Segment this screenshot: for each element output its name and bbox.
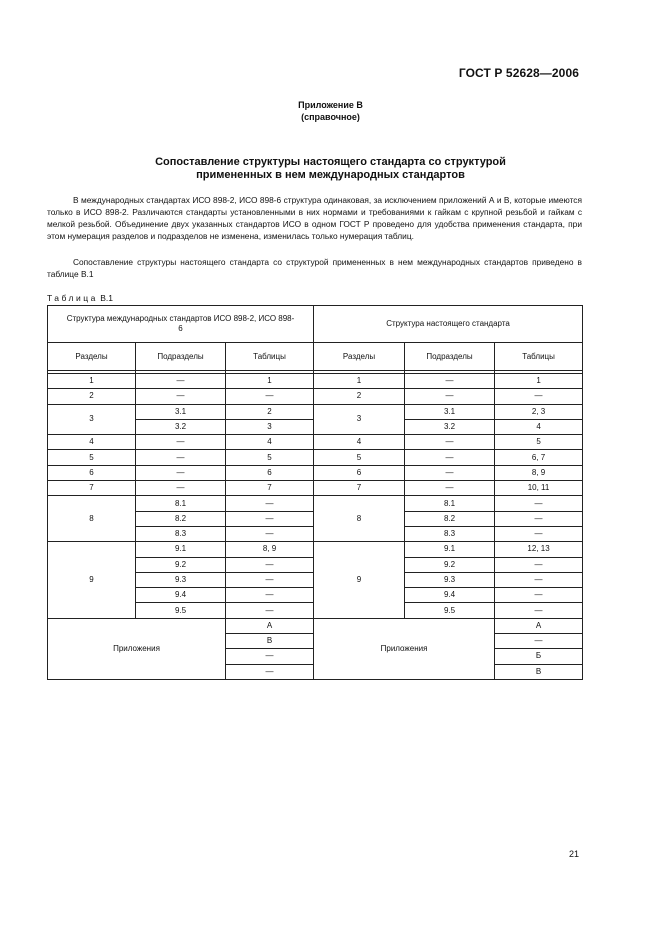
table-cell: 6: [48, 465, 136, 480]
column-header: Разделы: [48, 343, 136, 371]
table-cell: 9.1: [136, 542, 226, 557]
table-cell: —: [226, 649, 314, 664]
table-cell: 2: [48, 389, 136, 404]
table-group-header-iso-text: Структура международных стандартов ИСО 898-2, ИСО 898-6: [66, 314, 295, 333]
table-cell: —: [495, 588, 583, 603]
table-cell: 6: [226, 465, 314, 480]
table-cell: —: [136, 450, 226, 465]
table-cell: 8.2: [136, 511, 226, 526]
table-cell: 9.2: [136, 557, 226, 572]
table-cell: 8.3: [136, 526, 226, 541]
table-cell: —: [405, 481, 495, 496]
table-cell: —: [405, 465, 495, 480]
table-caption: [47, 293, 113, 303]
table-cell: —: [495, 572, 583, 587]
table-column-header-row: [48, 343, 583, 371]
table-cell: 2, 3: [495, 404, 583, 419]
table-group-header-iso: [48, 306, 314, 343]
table-cell: 9: [48, 542, 136, 618]
table-cell: —: [495, 557, 583, 572]
table-cell: 4: [226, 435, 314, 450]
table-cell: 3: [226, 419, 314, 434]
table-cell: 3.1: [405, 404, 495, 419]
table-cell: 9.1: [405, 542, 495, 557]
table-cell: В: [495, 664, 583, 679]
table-cell: —: [226, 664, 314, 679]
table-cell: Б: [495, 649, 583, 664]
table-cell: 9: [314, 542, 405, 618]
table-cell: —: [405, 450, 495, 465]
table-row: [48, 465, 583, 480]
appendix-label-cell: Приложения: [314, 618, 495, 679]
column-header: Подразделы: [405, 343, 495, 371]
table-cell: —: [226, 389, 314, 404]
table-cell: 8.1: [405, 496, 495, 511]
table-cell: В: [226, 634, 314, 649]
table-cell: —: [136, 465, 226, 480]
table-cell: —: [136, 435, 226, 450]
annex-kind: (справочное): [301, 112, 360, 122]
paragraph-2: Сопоставление структуры настоящего стандарта со структурой примененных в нем международных стандартов приведено в таблице В.1: [47, 257, 582, 280]
annex-heading: [0, 99, 661, 123]
table-cell: —: [136, 481, 226, 496]
table-cell: —: [226, 557, 314, 572]
table-cell: 8.3: [405, 526, 495, 541]
table-cell: —: [226, 511, 314, 526]
table-cell: —: [495, 603, 583, 618]
table-cell: 4: [495, 419, 583, 434]
table-cell: А: [226, 618, 314, 633]
column-header: Разделы: [314, 343, 405, 371]
table-cell: 4: [314, 435, 405, 450]
table-cell: —: [226, 572, 314, 587]
section-title: [100, 156, 561, 182]
table-row: [48, 374, 583, 389]
table-cell: 8.1: [136, 496, 226, 511]
column-header: Таблицы: [495, 343, 583, 371]
table-row: [48, 450, 583, 465]
table-cell: 3: [48, 404, 136, 435]
appendix-label-cell: Приложения: [48, 618, 226, 679]
table-cell: А: [495, 618, 583, 633]
table-row: [48, 389, 583, 404]
table-cell: —: [226, 526, 314, 541]
table-cell: 1: [226, 374, 314, 389]
table-cell: —: [226, 496, 314, 511]
table-cell: 8: [314, 496, 405, 542]
table-row-appendix: [48, 618, 583, 633]
table-cell: 9.4: [136, 588, 226, 603]
table-cell: —: [495, 389, 583, 404]
table-caption-prefix: Таблица: [47, 293, 98, 303]
table-cell: 1: [48, 374, 136, 389]
table-cell: 5: [226, 450, 314, 465]
table-cell: —: [495, 496, 583, 511]
table-cell: 2: [226, 404, 314, 419]
table-cell: —: [136, 374, 226, 389]
table-row: [48, 542, 583, 557]
column-header: Таблицы: [226, 343, 314, 371]
table-cell: —: [495, 511, 583, 526]
table-cell: —: [136, 389, 226, 404]
table-cell: 9.5: [405, 603, 495, 618]
table-cell: 6: [314, 465, 405, 480]
table-cell: 7: [226, 481, 314, 496]
table-cell: 9.3: [136, 572, 226, 587]
table-cell: 7: [48, 481, 136, 496]
table-cell: 9.2: [405, 557, 495, 572]
table-cell: 3.2: [405, 419, 495, 434]
table-cell: 8: [48, 496, 136, 542]
table-cell: 3.1: [136, 404, 226, 419]
table-cell: 7: [314, 481, 405, 496]
column-header: Подразделы: [136, 343, 226, 371]
table-row: [48, 435, 583, 450]
table-cell: 4: [48, 435, 136, 450]
table-cell: 9.3: [405, 572, 495, 587]
section-title-line-1: Сопоставление структуры настоящего стандарта со структурой: [155, 156, 506, 168]
table-group-header-row: [48, 306, 583, 343]
table-cell: 2: [314, 389, 405, 404]
table-cell: 9.4: [405, 588, 495, 603]
table-cell: —: [226, 588, 314, 603]
table-cell: 12, 13: [495, 542, 583, 557]
table-cell: 5: [48, 450, 136, 465]
paragraph-1: В международных стандартах ИСО 898-2, ИСО 898-6 структура одинаковая, за исключением приложений А и В, которые имеются только в ИСО 898-2. Различаются стандарты установленными в них нормами и требованиями к гайкам с крупной резьбой и гайкам с мелкой резьбой. Объединение двух указанных стандартов ИСО в одном ГОСТ Р проведено для удобства применения стандарта, при этом нумерация разделов и подразделов не изменена, изменилась только нумерация таблиц.: [47, 195, 582, 242]
comparison-table: [47, 305, 583, 680]
table-row: [48, 496, 583, 511]
table-cell: 8.2: [405, 511, 495, 526]
annex-title: Приложение В: [298, 100, 363, 110]
table-cell: 5: [495, 435, 583, 450]
table-cell: 3.2: [136, 419, 226, 434]
table-cell: 10, 11: [495, 481, 583, 496]
table-cell: —: [405, 374, 495, 389]
page-number: 21: [568, 849, 579, 859]
table-row: [48, 404, 583, 419]
table-cell: —: [495, 526, 583, 541]
table-caption-number: В.1: [100, 293, 113, 303]
table-cell: 8, 9: [495, 465, 583, 480]
table-cell: —: [495, 634, 583, 649]
table-cell: 6, 7: [495, 450, 583, 465]
table-cell: 9.5: [136, 603, 226, 618]
table-cell: 3: [314, 404, 405, 435]
table-row: [48, 481, 583, 496]
table-cell: —: [405, 389, 495, 404]
table-cell: —: [405, 435, 495, 450]
document-code: ГОСТ Р 52628—2006: [458, 66, 579, 80]
section-title-line-2: примененных в нем международных стандартов: [196, 169, 465, 181]
table-group-header-gost: Структура настоящего стандарта: [314, 306, 583, 343]
table-cell: 8, 9: [226, 542, 314, 557]
table-cell: 1: [495, 374, 583, 389]
table-cell: 1: [314, 374, 405, 389]
table-cell: 5: [314, 450, 405, 465]
table-cell: —: [226, 603, 314, 618]
